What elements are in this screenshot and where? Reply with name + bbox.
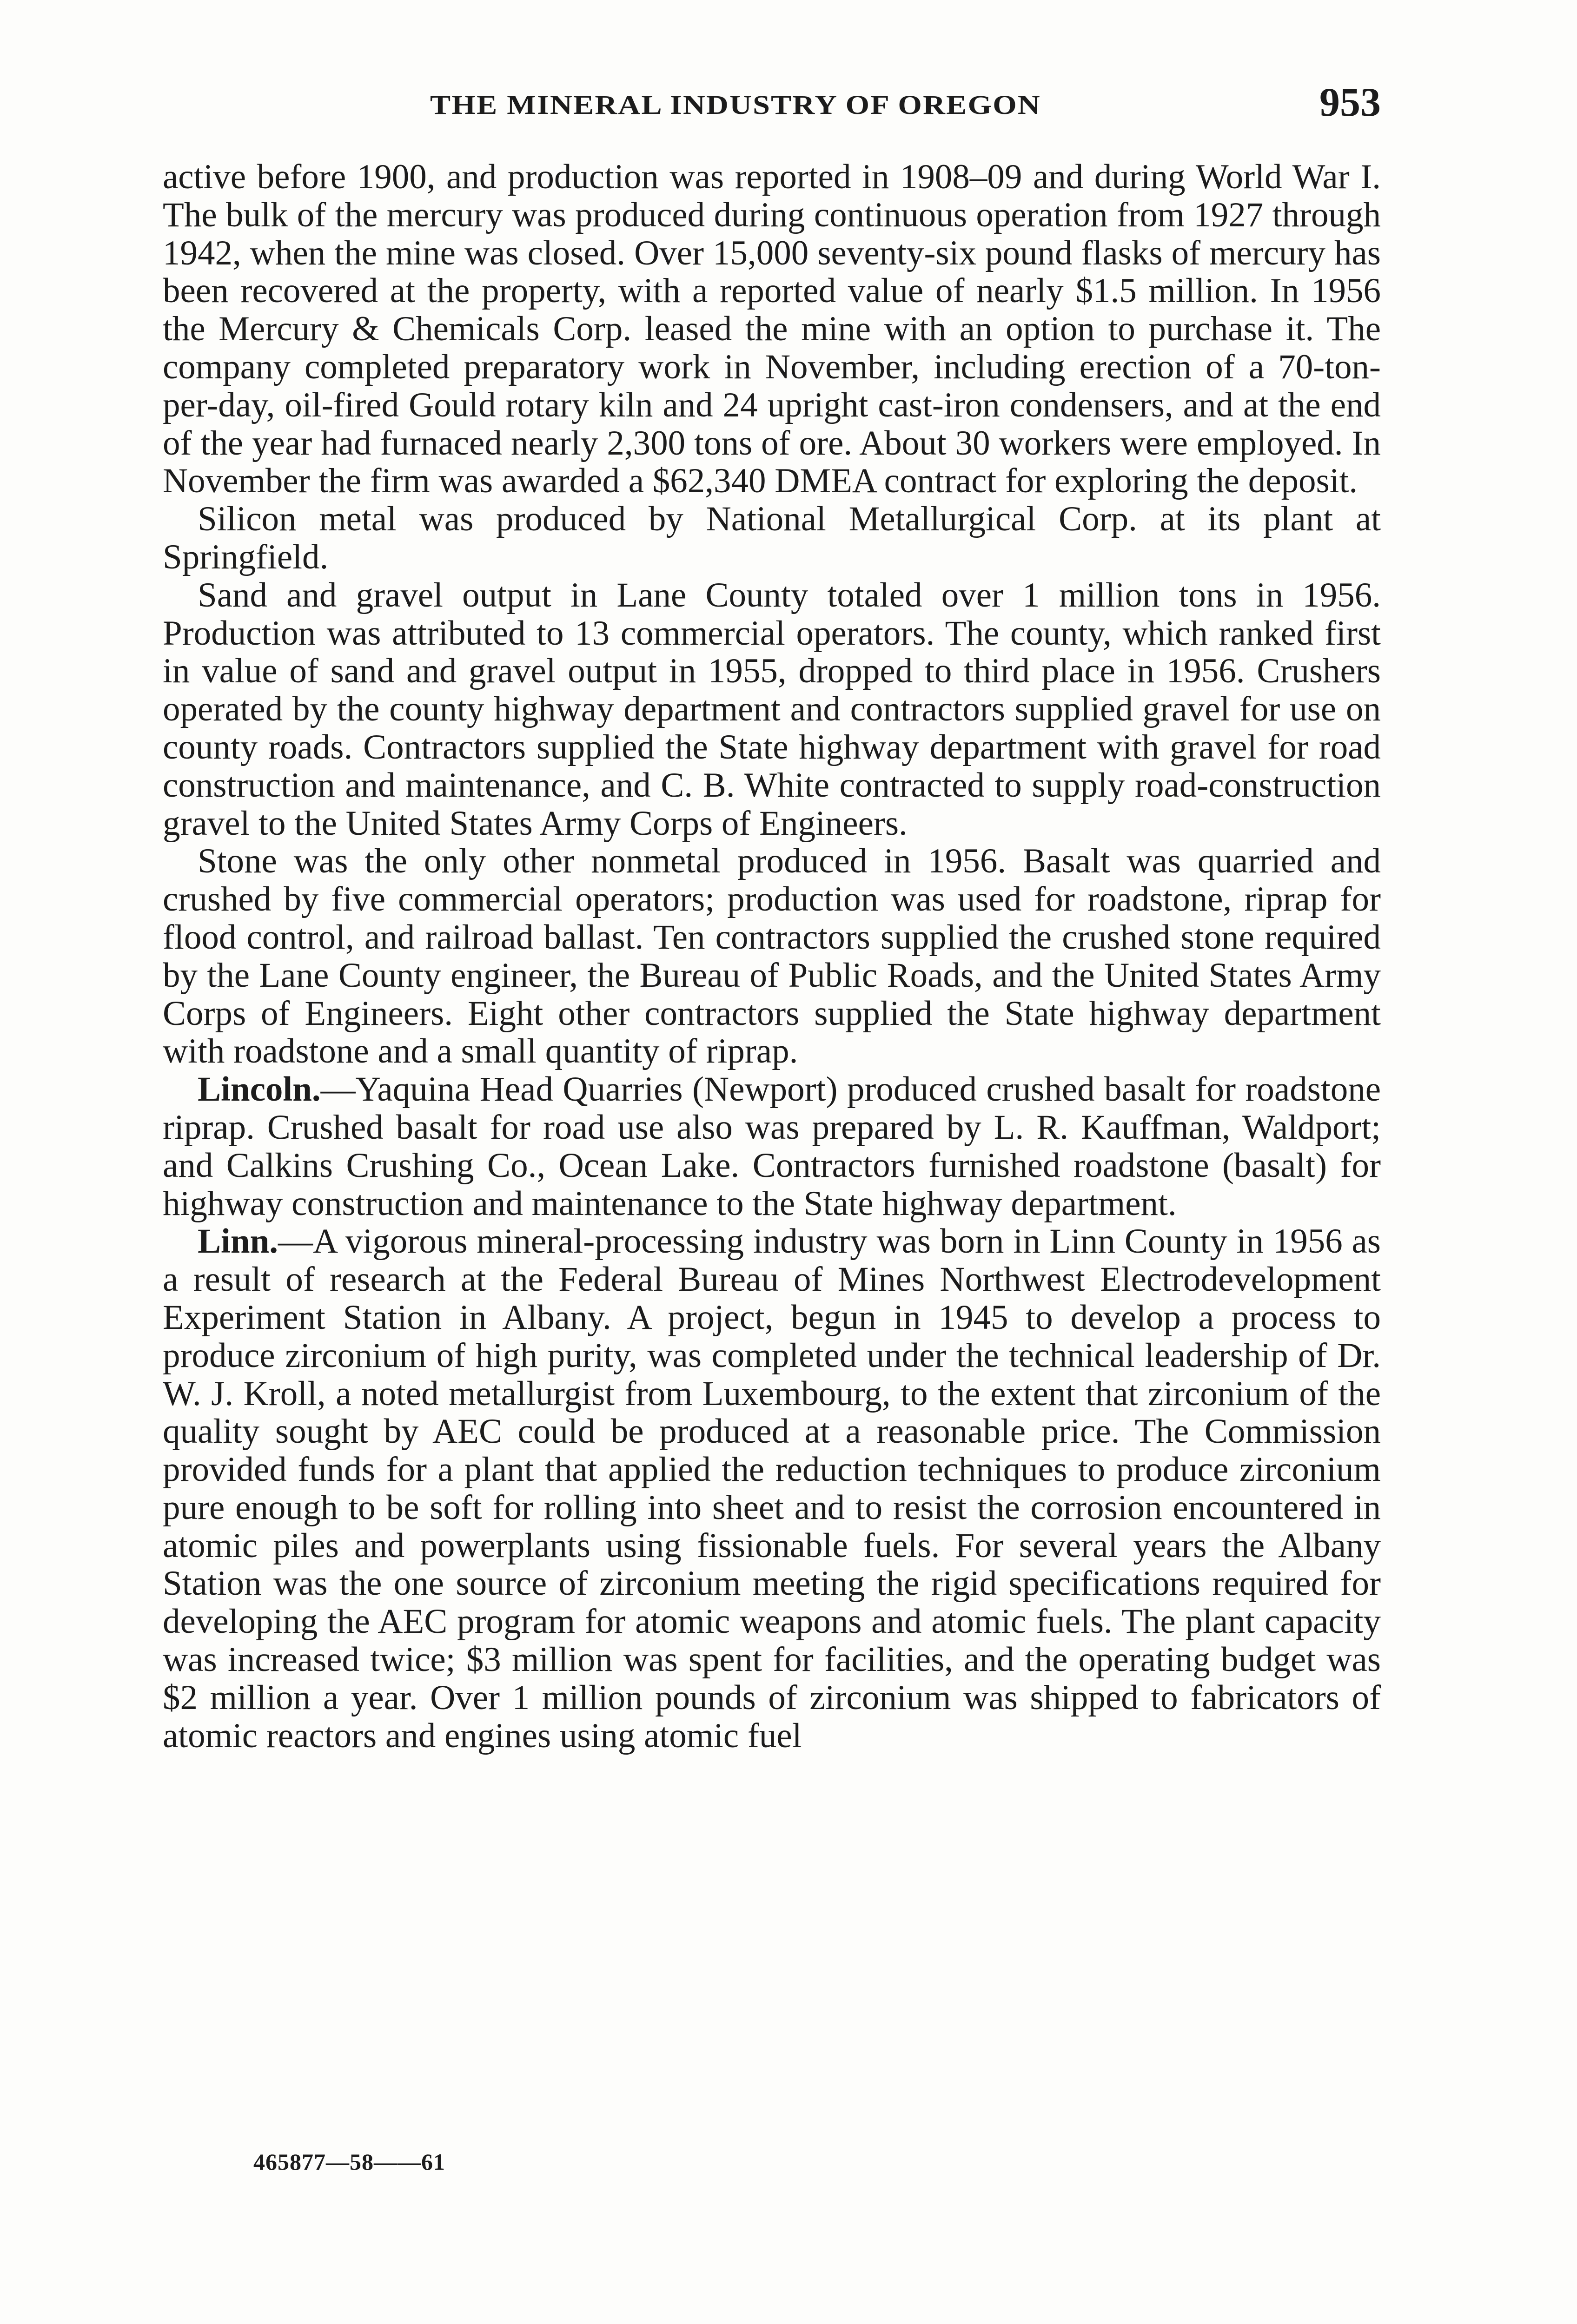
running-title: THE MINERAL INDUSTRY OF OREGON: [430, 90, 1041, 120]
body-text: [163, 158, 1381, 1755]
paragraph-linn: [163, 1222, 1381, 1755]
paragraph-silicon: Silicon metal was produced by National Metallurgical Corp. at its plant at Springfield.: [163, 500, 1381, 576]
paragraph-sand-gravel: Sand and gravel output in Lane County totaled over 1 million tons in 1956. Production was attributed to 13 commercial operators. The county, which ranked first in value of sand and gravel output in 1955, dropped to third place in 1956. Crushers operated by the county highway department and contractors supplied gravel for use on county roads. Contractors supplied the State highway department with gravel for road construction and maintenance, and C. B. White contracted to supply road-construction gravel to the United States Army Corps of Engineers.: [163, 575, 1381, 843]
lincoln-text: —Yaquina Head Quarries (Newport) produced crushed basalt for roadstone riprap. Crushed basalt for road use also was prepared by L. R. Kauffman, Waldport; and Calkins Crushing Co., Ocean Lake. Contractors furnished roadstone (basalt) for highway construction and maintenance to the State highway department.: [163, 1070, 1381, 1223]
linn-text: —A vigorous mineral-processing industry was born in Linn County in 1956 as a result of research at the Federal Bureau of Mines Northwest Electrodevelopment Experiment Station in Albany. A project, begun in 1945 to develop a process to produce zirconium of high purity, was completed under the technical leadership of Dr. W. J. Kroll, a noted metallurgist from Luxembourg, to the extent that zirconium of the quality sought by AEC could be produced at a reasonable price. The Commission provided funds for a plant that applied the reduction techniques to produce zirconium pure enough to be soft for rolling into sheet and to resist the corrosion encountered in atomic piles and powerplants using fissionable fuels. For several years the Albany Station was the one source of zirconium meeting the rigid specifications required for developing the AEC program for atomic weapons and atomic fuels. The plant capacity was increased twice; $3 million was spent for facilities, and the operating budget was $2 million a year. Over 1 million pounds of zirconium was shipped to fabricators of atomic reactors and engines using atomic fuel: [163, 1222, 1381, 1755]
page-header: [163, 79, 1381, 130]
lincoln-heading: Lincoln.: [198, 1070, 321, 1109]
page-number: 953: [1319, 80, 1381, 125]
linn-heading: Linn.: [198, 1222, 278, 1261]
paragraph-mercury-continued: active before 1900, and production was reported in 1908–09 and during World War I. The bulk of the mercury was produced during continuous operation from 1927 through 1942, when the mine was closed. Over 15,000 seventy-six pound flasks of mercury has been recovered at the property, with a reported value of nearly $1.5 million. In 1956 the Mercury & Chemicals Corp. leased the mine with an option to purchase it. The company completed preparatory work in November, including erection of a 70-ton-per-day, oil-fired Gould rotary kiln and 24 upright cast-iron condensers, and at the end of the year had furnaced nearly 2,300 tons of ore. About 30 workers were employed. In November the firm was awarded a $62,340 DMEA contract for exploring the deposit.: [163, 158, 1381, 501]
print-code: 465877—58——61: [253, 2149, 445, 2175]
paragraph-stone: Stone was the only other nonmetal produced in 1956. Basalt was quarried and crushed by five commercial operators; production was used for roadstone, riprap for flood control, and railroad ballast. Ten contractors supplied the crushed stone required by the Lane County engineer, the Bureau of Public Roads, and the United States Army Corps of Engineers. Eight other contractors supplied the State highway department with roadstone and a small quantity of riprap.: [163, 842, 1381, 1071]
paragraph-lincoln: [163, 1070, 1381, 1222]
